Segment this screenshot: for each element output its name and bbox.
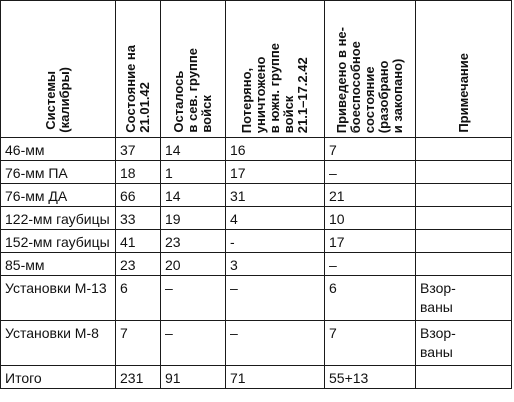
header-note	[416, 1, 512, 138]
cell-system: 152-мм гаубицы	[1, 230, 116, 253]
cell-lost: 16	[226, 138, 325, 161]
cell-state: 231	[116, 366, 161, 389]
table-row	[1, 253, 512, 276]
header-remaining-label: Осталось в сев. группе войск	[171, 48, 214, 133]
cell-remaining: 20	[161, 253, 226, 276]
cell-system: 76-мм ДА	[1, 184, 116, 207]
header-disabled	[325, 1, 416, 138]
header-row	[1, 1, 512, 138]
cell-lost: 71	[226, 366, 325, 389]
cell-remaining: 1	[161, 161, 226, 184]
cell-state: 7	[116, 321, 161, 366]
cell-state: 6	[116, 276, 161, 321]
cell-lost: -	[226, 230, 325, 253]
cell-lost: –	[226, 321, 325, 366]
cell-disabled: 6	[325, 276, 416, 321]
table-row	[1, 321, 512, 366]
cell-state: 23	[116, 253, 161, 276]
header-lost	[226, 1, 325, 138]
cell-system: 85-мм	[1, 253, 116, 276]
cell-note	[416, 138, 512, 161]
table-row	[1, 207, 512, 230]
cell-lost: 17	[226, 161, 325, 184]
table-row	[1, 276, 512, 321]
header-lost-label: Потеряно, уничтожено в южн. группе войск 21.1–17.2.42	[239, 42, 310, 133]
cell-lost: 4	[226, 207, 325, 230]
cell-state: 18	[116, 161, 161, 184]
header-state	[116, 1, 161, 138]
cell-remaining: 23	[161, 230, 226, 253]
cell-system: Итого	[1, 366, 116, 389]
cell-disabled: 10	[325, 207, 416, 230]
cell-system: 76-мм ПА	[1, 161, 116, 184]
cell-disabled: 7	[325, 321, 416, 366]
cell-lost: 3	[226, 253, 325, 276]
cell-note	[416, 366, 512, 389]
header-disabled-label: Приведено в не- боеспособное состояние (разобрано и закопано)	[334, 26, 405, 133]
cell-remaining: –	[161, 321, 226, 366]
table-row	[1, 138, 512, 161]
cell-disabled: 17	[325, 230, 416, 253]
header-systems-label: Системы (калибры)	[43, 67, 72, 133]
cell-remaining: 14	[161, 184, 226, 207]
cell-state: 33	[116, 207, 161, 230]
header-systems	[1, 1, 116, 138]
cell-system: Установки М-13	[1, 276, 116, 321]
cell-disabled: –	[325, 161, 416, 184]
header-remaining	[161, 1, 226, 138]
cell-remaining: –	[161, 276, 226, 321]
cell-system: 46-мм	[1, 138, 116, 161]
cell-disabled: 21	[325, 184, 416, 207]
header-note-label: Примечание	[455, 53, 471, 133]
cell-lost: –	[226, 276, 325, 321]
table-row	[1, 184, 512, 207]
cell-system: 122-мм гаубицы	[1, 207, 116, 230]
cell-remaining: 91	[161, 366, 226, 389]
cell-note	[416, 207, 512, 230]
table-row	[1, 230, 512, 253]
cell-note	[416, 230, 512, 253]
cell-state: 37	[116, 138, 161, 161]
cell-state: 41	[116, 230, 161, 253]
total-row	[1, 366, 512, 389]
header-state-label: Состояние на 21.01.42	[123, 45, 152, 133]
cell-system: Установки М-8	[1, 321, 116, 366]
cell-remaining: 19	[161, 207, 226, 230]
cell-note: Взор- ваны	[416, 276, 512, 321]
cell-note	[416, 161, 512, 184]
cell-note: Взор- ваны	[416, 321, 512, 366]
cell-lost: 31	[226, 184, 325, 207]
cell-note	[416, 253, 512, 276]
cell-remaining: 14	[161, 138, 226, 161]
cell-state: 66	[116, 184, 161, 207]
table-row	[1, 161, 512, 184]
cell-disabled: 55+13	[325, 366, 416, 389]
cell-disabled: 7	[325, 138, 416, 161]
cell-note	[416, 184, 512, 207]
cell-disabled: –	[325, 253, 416, 276]
